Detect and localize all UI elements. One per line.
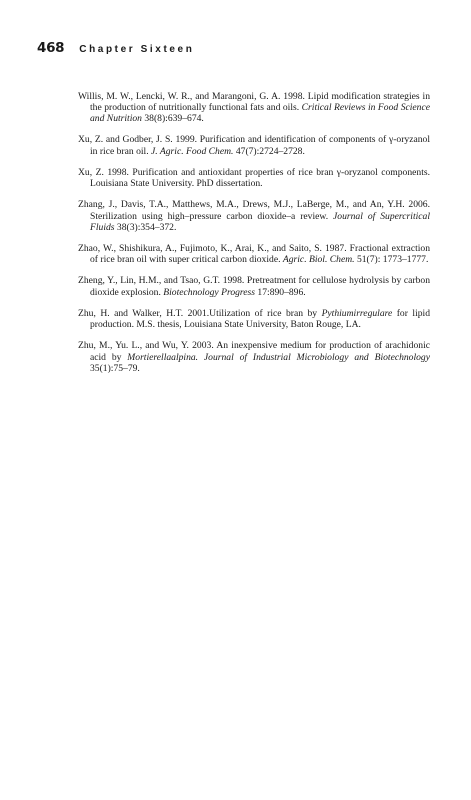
reference-journal: Journal of Supercritical Fluids (90, 210, 430, 234)
reference-journal: Agric. Biol. Chem. (282, 254, 355, 266)
reference-journal: Critical Reviews in Food Science and Nutrition (90, 102, 430, 125)
reference-entry: Zhang, J., Davis, T.A., Matthews, M.A., Drews, M.J., LaBerge, M., and An, Y.H. 2006. Sterilization using high–pressure carbon dioxide–a review. Journal of Supercritical Fluids 38(3):354–372. (78, 199, 430, 234)
page-number: 468 (37, 40, 65, 56)
chapter-title: Chapter Sixteen (79, 44, 195, 55)
reference-entry: Willis, M. W., Lencki, W. R., and Marangoni, G. A. 1998. Lipid modification strategies in the production of nutritionally functional fats and oils. Critical Reviews in Food Science and Nutrition 38(8):639–674. (78, 90, 430, 125)
page-header (37, 40, 194, 56)
reference-journal: Mortierellaalpina. Journal of Industrial Microbiology and Biotechnology (127, 351, 430, 363)
reference-journal: Biotechnology Progress (163, 286, 256, 298)
reference-journal: Pythiumirregulare (321, 307, 393, 319)
reference-entry: Zhao, W., Shishikura, A., Fujimoto, K., Arai, K., and Saito, S. 1987. Fractional extraction of rice bran oil with super critical carbon dioxide. Agric. Biol. Chem. 51(7): 1773–1777. (78, 243, 430, 266)
reference-entry: Zheng, Y., Lin, H.M., and Tsao, G.T. 1998. Pretreatment for cellulose hydrolysis by carbon dioxide explosion. Biotechnology Progress 17:890–896. (78, 275, 430, 298)
reference-entry: Xu, Z. and Godber, J. S. 1999. Purification and identification of components of γ-oryzanol in rice bran oil. J. Agric. Food Chem. 47(7):2724–2728. (78, 134, 430, 157)
reference-entry: Zhu, H. and Walker, H.T. 2001.Utilization of rice bran by Pythiumirregulare for lipid production. M.S. thesis, Louisiana State University, Baton Rouge, LA. (78, 307, 430, 331)
reference-entry: Xu, Z. 1998. Purification and antioxidant properties of rice bran γ-oryzanol components. Louisiana State University. PhD dissertation. (78, 166, 430, 190)
reference-journal: J. Agric. Food Chem. (151, 145, 234, 157)
reference-list (78, 81, 430, 384)
reference-entry: Zhu, M., Yu. L., and Wu, Y. 2003. An inexpensive medium for production of arachidonic acid by Mortierellaalpina. Journal of Industrial Microbiology and Biotechnology 35(1):75–79. (78, 340, 430, 375)
